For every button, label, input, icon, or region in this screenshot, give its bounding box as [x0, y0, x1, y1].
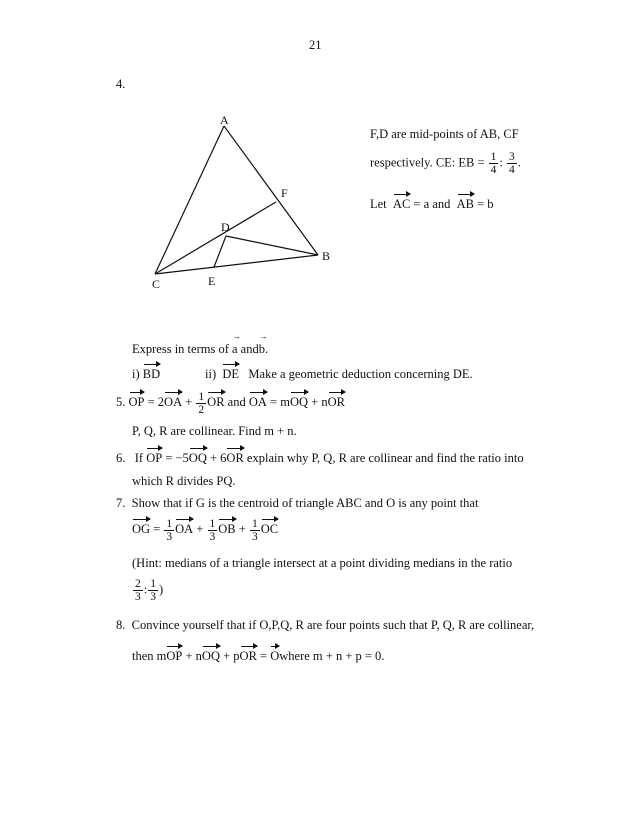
- label-e: E: [208, 274, 216, 288]
- page-number: 21: [309, 38, 322, 52]
- edge-cb: [155, 255, 318, 274]
- vec-or: OR: [226, 446, 243, 466]
- label-f: F: [281, 186, 288, 200]
- q7-frac-2: $\frac{1}{3}$: [209, 517, 216, 543]
- vec-op: OP: [166, 644, 182, 664]
- vec-oa: OA: [175, 517, 193, 537]
- q4-given-2: respectively. CE: EB = $\frac{1}{4}$ : $\frac{3}{4}$ .: [370, 151, 521, 176]
- vec-bd: BD: [143, 362, 160, 382]
- q7-hint: (Hint: medians of a triangle intersect at a point dividing medians in the ratio: [132, 556, 513, 570]
- vec-or-2: OR: [328, 390, 345, 410]
- q4-part-ii: ii) DE Make a geometric deduction concerning DE.: [205, 362, 473, 382]
- segment-de: [214, 236, 226, 267]
- q4-deduction: Make a geometric deduction concerning DE.: [248, 367, 473, 381]
- vec-oa: OA: [164, 390, 182, 410]
- vec-oq: OQ: [290, 390, 308, 410]
- q4-express-line: Express in terms of a → andb →.: [132, 338, 268, 357]
- vec-oc: OC: [261, 517, 278, 537]
- q7-hint-ratio: $\frac{2}{3}$ : $\frac{1}{3}$ ): [135, 578, 164, 603]
- vec-op: OP: [129, 390, 145, 410]
- vec-op: OP: [146, 446, 162, 466]
- triangle-figure: [140, 108, 350, 298]
- label-a: A: [220, 113, 229, 127]
- vec-o: O: [270, 644, 279, 664]
- q6-line-2: which R divides PQ.: [132, 474, 236, 488]
- segment-db: [226, 236, 318, 255]
- vec-oq: OQ: [189, 446, 207, 466]
- q8-equation: then mOP + nOQ + pOR = Owhere m + n + p = 0.: [132, 644, 384, 664]
- q4-given-2-prefix: respectively. CE: EB =: [370, 155, 485, 170]
- q4-ratio-2: $\frac{3}{4}$: [509, 151, 515, 176]
- q6-line-1: 6. If OP = −5OQ + 6OR explain why P, Q, R are collinear and find the ratio into: [116, 446, 524, 466]
- vec-og: OG: [132, 517, 150, 537]
- q5-line-2: P, Q, R are collinear. Find m + n.: [132, 424, 297, 438]
- q4-given-1: F,D are mid-points of AB, CF: [370, 127, 519, 141]
- q5-equation-line: 5. OP = 2OA + $\frac{1}{2}$ OR and OA = mOQ + nOR: [116, 390, 345, 416]
- vec-oq: OQ: [202, 644, 220, 664]
- label-d: D: [221, 220, 230, 234]
- q4-number: 4.: [116, 77, 126, 91]
- sym-b: b →: [259, 338, 265, 357]
- q8-line-1: 8. Convince yourself that if O,P,Q, R are four points such that P, Q, R are collinear,: [116, 618, 535, 632]
- vec-de: DE: [222, 362, 239, 382]
- label-b: B: [322, 249, 331, 263]
- q5-frac: $\frac{1}{2}$: [198, 390, 205, 416]
- edge-ab: [224, 126, 318, 255]
- q7-frac-1: $\frac{1}{3}$: [166, 517, 173, 543]
- q7-equation: OG = $\frac{1}{3}$ OA + $\frac{1}{3}$ OB + $\frac{1}{3}$ OC: [132, 517, 279, 543]
- vec-ob: OB: [218, 517, 235, 537]
- q4-parts-line: i) BD: [132, 362, 160, 382]
- q4-ratio-1: $\frac{1}{4}$: [490, 151, 497, 176]
- vec-or: OR: [207, 390, 224, 410]
- edge-ac: [155, 126, 224, 274]
- vec-or: OR: [240, 644, 257, 664]
- vec-ab: AB: [457, 192, 474, 212]
- label-c: C: [152, 277, 161, 291]
- q7-line-1: 7. Show that if G is the centroid of triangle ABC and O is any point that: [116, 496, 479, 510]
- sym-a: a →: [232, 338, 238, 357]
- vec-oa-2: OA: [249, 390, 267, 410]
- vec-ac: AC: [393, 192, 410, 212]
- q4-let-line: Let AC = a and AB = b: [370, 192, 494, 212]
- q7-frac-3: $\frac{1}{3}$: [251, 517, 258, 543]
